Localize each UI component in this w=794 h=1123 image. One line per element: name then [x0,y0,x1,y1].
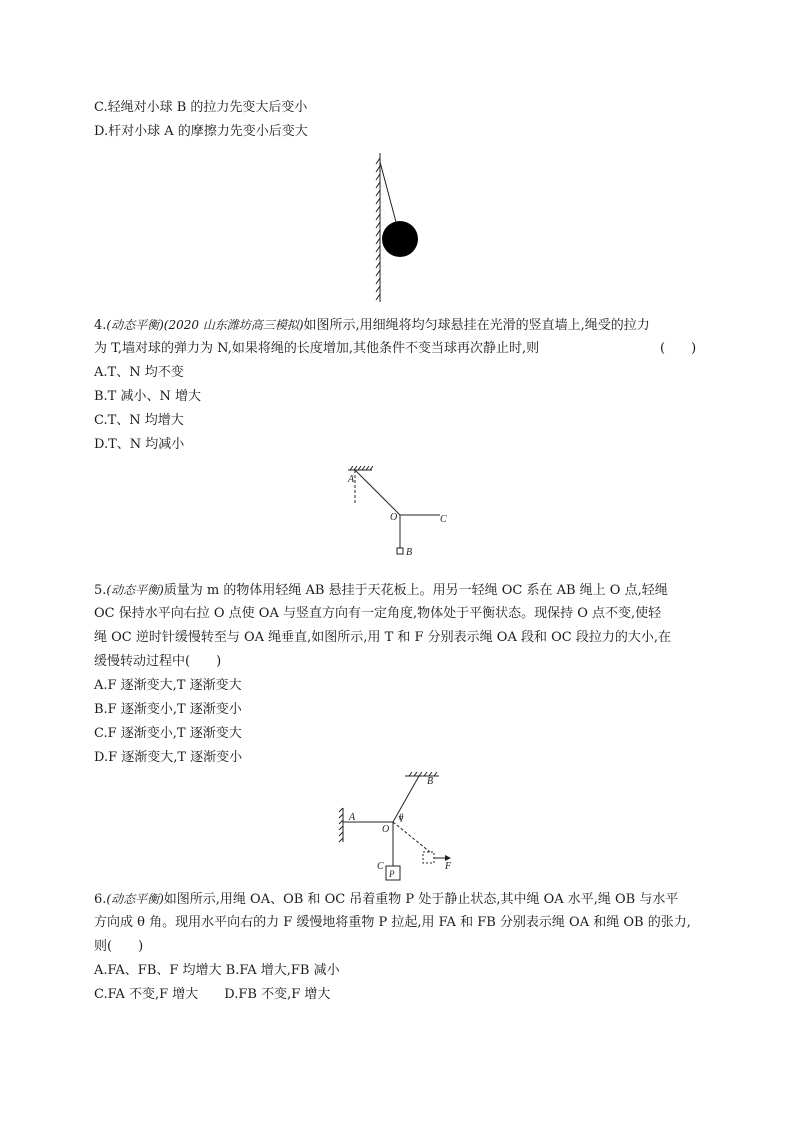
q4-tag: (动态平衡) [106,318,164,332]
q4-answer-blank: ( ) [660,341,697,356]
q5-tag: (动态平衡) [106,583,164,597]
q4-option-a: A.T、N 均不变 [94,365,184,380]
q5-number: 5. [94,583,107,598]
q5-stem-line3: 绳 OC 逆时针缓慢转至与 OA 绳垂直,如图所示,用 T 和 F 分别表示绳 OA 段和 OC 段拉力的大小,在 [94,630,671,645]
q4-option-c: C.T、N 均增大 [94,413,184,428]
q6-stem-line2: 方向成 θ 角。现用水平向右的力 F 缓慢地将重物 P 拉起,用 FA 和 FB 分别表示绳 OA 和绳 OB 的张力, [94,915,691,930]
q6-stem-line3: 则( ) [94,939,144,954]
q6-stem-text1: 如图所示,用绳 OA、OB 和 OC 吊着重物 P 处于静止状态,其中绳 OA 水平,绳 OB 与水平 [163,892,679,907]
q4-number: 4. [94,318,107,333]
figure-q5-ropes [340,462,460,567]
q6-label-f: F [445,861,452,872]
q4-source: (2020 山东潍坊高三模拟) [163,318,304,332]
q6-number: 6. [94,892,107,907]
q6-label-b: B [427,776,434,787]
q6-option-line1: A.FA、FB、F 均增大 B.FA 增大,FB 减小 [94,963,340,978]
figure-q6-ropes [335,770,465,885]
q5-label-o: O [390,512,398,523]
q5-label-b: B [406,547,413,558]
q6-label-c: C [377,861,384,872]
q4-option-b: B.T 减小、N 增大 [94,389,201,404]
figure-ball-on-wall [360,150,440,305]
q5-option-c: C.F 逐渐变小,T 逐渐变大 [94,726,242,741]
q3-option-c: C.轻绳对小球 B 的拉力先变大后变小 [94,100,308,115]
q6-stem-line1 [94,891,678,908]
q5-label-a: A [348,474,355,485]
q6-label-a: A [349,812,356,823]
q4-stem-text1: 如图所示,用细绳将均匀球悬挂在光滑的竖直墙上,绳受的拉力 [303,318,650,333]
q6-tag: (动态平衡) [106,892,164,906]
q5-label-c: C [440,514,447,525]
q5-stem-text1: 质量为 m 的物体用轻绳 AB 悬挂于天花板上。用另一轻绳 OC 系在 AB 绳上 O 点,轻绳 [163,583,668,598]
q5-stem-line4: 缓慢转动过程中( ) [94,654,222,669]
q5-option-a: A.F 逐渐变大,T 逐渐变大 [94,678,242,693]
q4-option-d: D.T、N 均减小 [94,437,185,452]
q4-stem-line2: 为 T,墙对球的弹力为 N,如果将绳的长度增加,其他条件不变当球再次静止时,则 [94,341,540,356]
q5-option-b: B.F 逐渐变小,T 逐渐变小 [94,702,242,717]
q6-label-p: P [389,869,395,879]
q4-stem-line1 [94,317,650,334]
q5-stem-line2: OC 保持水平向右拉 O 点使 OA 与竖直方向有一定角度,物体处于平衡状态。现保持 O 点不变,使轻 [94,606,662,621]
q5-option-d: D.F 逐渐变大,T 逐渐变小 [94,750,243,765]
q6-label-theta: θ [399,812,404,822]
q3-option-d: D.杆对小球 A 的摩擦力先变小后变大 [94,124,308,139]
q6-option-line2: C.FA 不变,F 增大 D.FB 不变,F 增大 [94,987,331,1002]
q6-label-o: O [382,824,390,835]
q5-stem-line1 [94,582,668,599]
